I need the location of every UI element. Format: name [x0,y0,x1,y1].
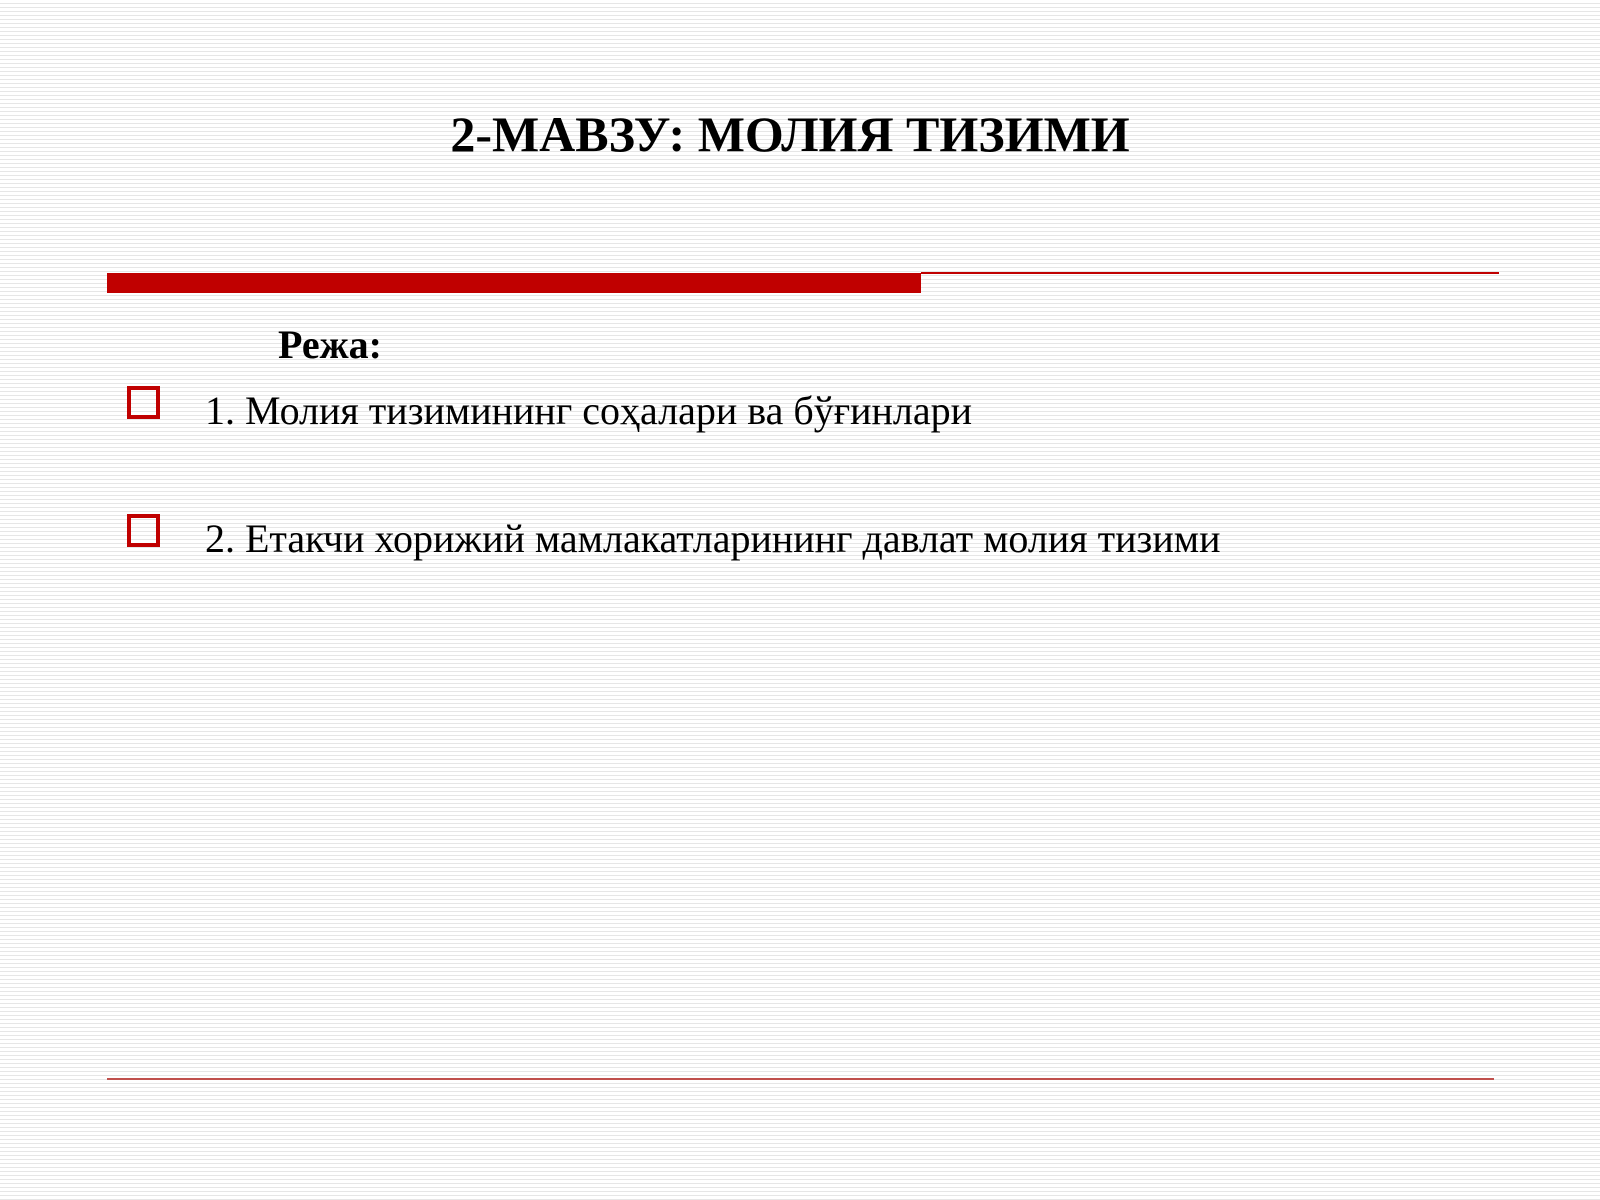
list-item [0,381,1560,441]
square-bullet-icon [127,514,160,547]
square-bullet-icon [127,386,160,419]
slide-title: 2-МАВЗУ: МОЛИЯ ТИЗИМИ [450,106,1130,162]
list-item [0,509,1560,569]
footer-divider [107,1078,1494,1080]
list-item-text: 1. Молия тизимининг соҳалари ва бўғинлари [205,388,973,433]
list-item-text: 2. Етакчи хорижий мамлакатларининг давлат молия тизими [205,516,1221,561]
plan-heading: Режа: [278,322,382,367]
